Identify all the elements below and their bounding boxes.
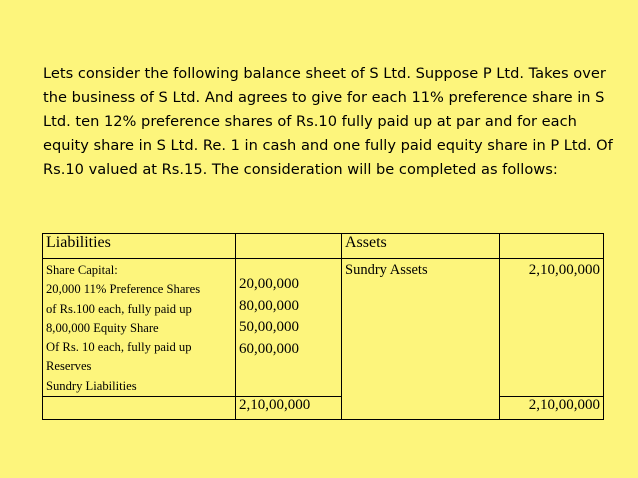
liability-item: of Rs.100 each, fully paid up [46,301,192,316]
intro-line: Lets consider the following balance sheet of S Ltd. Suppose P Ltd. Takes over [43,65,606,82]
intro-line: Rs.10 valued at Rs.15. The consideration will be completed as follows: [43,161,558,178]
assets-header: Assets [342,234,500,259]
liability-item: 20,000 11% Preference Shares [46,282,201,297]
liabilities-header: Liabilities [43,234,236,259]
asset-item: Sundry Assets [342,259,500,420]
liability-item: Share Capital: [46,263,118,277]
liability-amount: 60,00,000 [239,340,299,357]
liability-amount: 20,00,000 [239,276,299,292]
liability-items-cell [43,259,236,397]
asset-amount: 2,10,00,000 [500,259,604,397]
totals-row [43,397,604,420]
assets-total: 2,10,00,000 [500,397,604,420]
empty-total-label-cell [43,397,236,420]
intro-line: the business of S Ltd. And agrees to give for each 11% preference share in S [43,89,605,106]
liability-amount: 80,00,000 [239,297,299,314]
empty-header-cell [500,234,604,259]
liability-item: Reserves [46,359,92,374]
table-header-row [43,234,604,259]
liability-amount: 50,00,000 [239,319,299,335]
intro-line: Ltd. ten 12% preference shares of Rs.10 fully paid up at par and for each [43,113,577,130]
liability-item: 8,00,000 Equity Share [46,320,159,335]
intro-paragraph [43,62,613,182]
liability-item: Sundry Liabilities [46,378,137,393]
liabilities-total: 2,10,00,000 [236,397,342,420]
balance-sheet-table [42,233,604,420]
intro-line: equity share in S Ltd. Re. 1 in cash and one fully paid equity share in P Ltd. Of [43,137,613,154]
liability-item: Of Rs. 10 each, fully paid up [46,340,192,355]
table-body-row [43,259,604,397]
empty-header-cell [236,234,342,259]
liability-amounts-cell [236,259,342,397]
